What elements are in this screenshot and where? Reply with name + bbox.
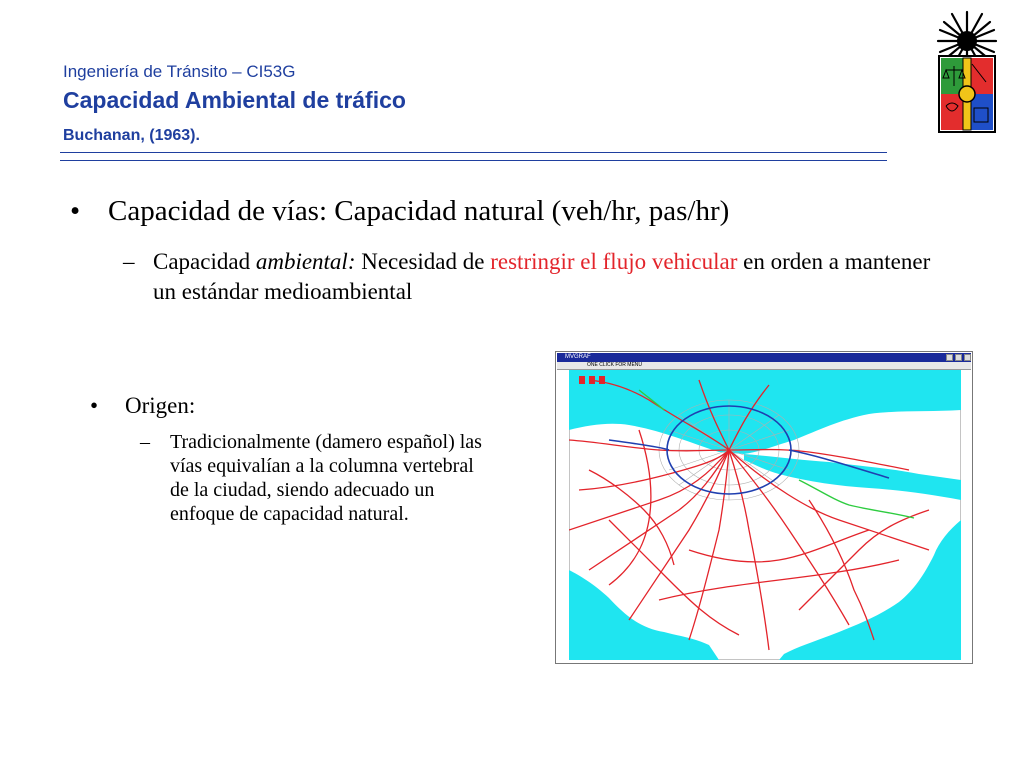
map-window-title: MVGRAF [565,354,591,360]
map-menu-label: ONE CLICK FOR MENU [587,362,643,368]
subbullet-text [153,247,933,307]
university-crest-logo [934,8,1000,136]
text-necesidad: Necesidad de [355,249,491,274]
subbullet-marker: – [140,431,150,453]
header-rule-top [60,152,887,153]
road-network-map [569,370,961,660]
bullet-text: Capacidad de vías: Capacidad natural (veh/hr, pas/hr) [108,195,730,227]
bullet-marker: • [90,393,99,418]
bullet-text: Origen: [125,393,196,418]
text-ambiental-italic: ambiental: [255,249,356,274]
bullet-marker: • [70,195,81,227]
text-orden: en orden a mantener un estándar medioambiental [153,249,931,304]
map-window-titlebar [557,353,971,362]
slide-subtitle: Buchanan, (1963). [63,127,200,144]
close-icon [964,354,971,361]
map-legend-markers [579,376,605,384]
text-restringir-red: restringir el flujo vehicular [490,249,738,274]
header-rule-bottom [60,160,887,161]
subbullet-marker: – [123,249,135,274]
course-label: Ingeniería de Tránsito – CI53G [63,62,296,81]
text-capacidad: Capacidad [153,249,256,274]
map-menu-bar [557,362,971,370]
network-map-window [555,351,973,664]
subbullet-text: Tradicionalmente (damero español) las vías equivalían a la columna vertebral de la ciudad, siendo adecuado un enfoque de capacidad natural. [170,431,482,525]
slide-title: Capacidad Ambiental de tráfico [63,87,406,113]
minimize-icon [946,354,953,361]
maximize-icon [955,354,962,361]
